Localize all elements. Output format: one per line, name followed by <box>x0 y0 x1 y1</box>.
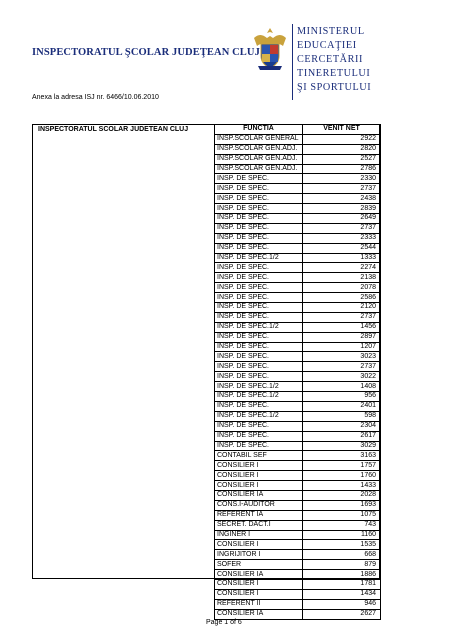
net-income-cell: 956 <box>303 392 381 402</box>
net-income-cell: 1434 <box>303 589 381 599</box>
net-income-cell: 1781 <box>303 579 381 589</box>
net-income-cell: 1757 <box>303 461 381 471</box>
table-row <box>215 560 381 570</box>
table-row <box>215 214 381 224</box>
function-cell: INSP. DE SPEC. <box>215 204 303 214</box>
column-header-function: FUNCTIA <box>215 125 303 135</box>
function-cell: INSP. DE SPEC. <box>215 421 303 431</box>
table-row <box>215 481 381 491</box>
net-income-cell: 1886 <box>303 570 381 580</box>
net-income-cell: 3029 <box>303 441 381 451</box>
function-cell: INSP.SCOLAR GEN.ADJ. <box>215 144 303 154</box>
function-cell: INSP. DE SPEC. <box>215 303 303 313</box>
net-income-cell: 2138 <box>303 273 381 283</box>
net-income-cell: 598 <box>303 411 381 421</box>
function-cell: INSP. DE SPEC. <box>215 174 303 184</box>
net-income-cell: 1535 <box>303 540 381 550</box>
function-cell: CONSILIER IA <box>215 570 303 580</box>
table-row <box>215 312 381 322</box>
net-income-cell: 2438 <box>303 194 381 204</box>
column-header-net-income: VENIT NET <box>303 125 381 135</box>
table-row <box>215 540 381 550</box>
net-income-cell: 3163 <box>303 451 381 461</box>
function-cell: CONTABIL SEF <box>215 451 303 461</box>
net-income-cell: 2820 <box>303 144 381 154</box>
function-cell: INSP. DE SPEC. <box>215 243 303 253</box>
net-income-cell: 2737 <box>303 362 381 372</box>
table-row <box>215 530 381 540</box>
function-cell: INSP. DE SPEC. <box>215 342 303 352</box>
table-row <box>215 382 381 392</box>
page-number: Page 1 of 6 <box>206 619 242 626</box>
table-header-row <box>215 125 381 135</box>
function-cell: CONSILIER IA <box>215 490 303 500</box>
net-income-cell: 879 <box>303 560 381 570</box>
function-cell: SOFER <box>215 560 303 570</box>
table-row <box>215 342 381 352</box>
table-row <box>215 579 381 589</box>
net-income-cell: 1408 <box>303 382 381 392</box>
net-income-cell: 2897 <box>303 332 381 342</box>
ministry-name-block <box>297 25 371 95</box>
function-cell: INSP.SCOLAR GEN.ADJ. <box>215 164 303 174</box>
table-row <box>215 609 381 619</box>
table-row <box>215 144 381 154</box>
table-row <box>215 471 381 481</box>
ministry-line-3: CERCETĂRII <box>297 54 363 65</box>
function-cell: INSP. DE SPEC.1/2 <box>215 322 303 332</box>
ministry-line-4: TINERETULUI <box>297 68 371 79</box>
romania-coat-of-arms-icon <box>250 24 290 72</box>
table-row <box>215 174 381 184</box>
net-income-cell: 1333 <box>303 253 381 263</box>
function-cell: INSP. DE SPEC. <box>215 431 303 441</box>
net-income-cell: 2617 <box>303 431 381 441</box>
net-income-cell: 2120 <box>303 303 381 313</box>
organization-name: INSPECTORATUL SCOLAR JUDETEAN CLUJ <box>38 126 189 133</box>
function-cell: CONSILIER I <box>215 461 303 471</box>
table-row <box>215 322 381 332</box>
table-row <box>215 411 381 421</box>
table-row <box>215 243 381 253</box>
table-row <box>215 293 381 303</box>
net-income-cell: 2839 <box>303 204 381 214</box>
ministry-line-5: ŞI SPORTULUI <box>297 82 372 93</box>
net-income-cell: 1160 <box>303 530 381 540</box>
net-income-cell: 1693 <box>303 500 381 510</box>
function-cell: INSP. DE SPEC. <box>215 372 303 382</box>
function-cell: INSP. DE SPEC. <box>215 214 303 224</box>
table-row <box>215 451 381 461</box>
table-row <box>215 352 381 362</box>
function-cell: INSP. DE SPEC. <box>215 263 303 273</box>
table-row <box>215 223 381 233</box>
table-row <box>215 461 381 471</box>
function-cell: INSP. DE SPEC.1/2 <box>215 411 303 421</box>
function-cell: INSP. DE SPEC. <box>215 293 303 303</box>
table-row <box>215 520 381 530</box>
net-income-cell: 1760 <box>303 471 381 481</box>
function-cell: INSP. DE SPEC. <box>215 233 303 243</box>
net-income-cell: 2586 <box>303 293 381 303</box>
table-row <box>215 283 381 293</box>
function-cell: INSP. DE SPEC. <box>215 194 303 204</box>
table-row <box>215 194 381 204</box>
net-income-cell: 2401 <box>303 401 381 411</box>
function-cell: CONSILIER I <box>215 540 303 550</box>
net-income-cell: 2527 <box>303 154 381 164</box>
function-cell: CONSILIER I <box>215 579 303 589</box>
table-row <box>215 421 381 431</box>
net-income-cell: 1207 <box>303 342 381 352</box>
function-cell: CONS.I-AUDITOR <box>215 500 303 510</box>
net-income-cell: 2078 <box>303 283 381 293</box>
ministry-line-2: EDUCAŢIEI <box>297 40 357 51</box>
function-cell: INSP. DE SPEC. <box>215 312 303 322</box>
table-row <box>215 500 381 510</box>
net-income-cell: 2333 <box>303 233 381 243</box>
annex-reference: Anexa la adresa ISJ nr. 6466/10.06.2010 <box>32 94 159 101</box>
net-income-cell: 2627 <box>303 609 381 619</box>
function-cell: INGRIJITOR I <box>215 550 303 560</box>
table-row <box>215 233 381 243</box>
function-cell: INSP. DE SPEC. <box>215 223 303 233</box>
net-income-cell: 2737 <box>303 223 381 233</box>
net-income-cell: 2649 <box>303 214 381 224</box>
table-row <box>215 392 381 402</box>
table-row <box>215 510 381 520</box>
net-income-cell: 2544 <box>303 243 381 253</box>
table-row <box>215 362 381 372</box>
ministry-divider <box>292 24 293 100</box>
table-row <box>215 273 381 283</box>
table-row <box>215 184 381 194</box>
function-cell: INSP. DE SPEC.1/2 <box>215 392 303 402</box>
table-row <box>215 599 381 609</box>
table-row <box>215 589 381 599</box>
function-cell: SECRET. DACT.I <box>215 520 303 530</box>
function-cell: INSP.SCOLAR GEN.ADJ. <box>215 154 303 164</box>
function-cell: INGINER I <box>215 530 303 540</box>
table-row <box>215 372 381 382</box>
function-cell: INSP. DE SPEC. <box>215 401 303 411</box>
net-income-cell: 946 <box>303 599 381 609</box>
institution-title: INSPECTORATUL ŞCOLAR JUDEŢEAN CLUJ <box>32 47 260 58</box>
net-income-cell: 1075 <box>303 510 381 520</box>
net-income-cell: 2786 <box>303 164 381 174</box>
function-cell: REFERENT IA <box>215 510 303 520</box>
table-row <box>215 332 381 342</box>
function-cell: REFERENT II <box>215 599 303 609</box>
net-income-cell: 2737 <box>303 312 381 322</box>
net-income-cell: 1433 <box>303 481 381 491</box>
function-cell: INSP. DE SPEC. <box>215 283 303 293</box>
function-cell: CONSILIER I <box>215 471 303 481</box>
table-row <box>215 263 381 273</box>
net-income-cell: 1456 <box>303 322 381 332</box>
net-income-cell: 2274 <box>303 263 381 273</box>
function-cell: CONSILIER I <box>215 481 303 491</box>
net-income-cell: 668 <box>303 550 381 560</box>
table-row <box>215 401 381 411</box>
table-row <box>215 204 381 214</box>
function-cell: INSP. DE SPEC. <box>215 273 303 283</box>
net-income-cell: 743 <box>303 520 381 530</box>
net-income-cell: 2922 <box>303 134 381 144</box>
table-row <box>215 154 381 164</box>
net-income-cell: 3023 <box>303 352 381 362</box>
table-row <box>215 441 381 451</box>
ministry-line-1: MINISTERUL <box>297 26 365 37</box>
table-row <box>215 431 381 441</box>
function-cell: INSP. DE SPEC. <box>215 352 303 362</box>
table-row <box>215 303 381 313</box>
table-row <box>215 164 381 174</box>
net-income-cell: 2304 <box>303 421 381 431</box>
net-income-cell: 2028 <box>303 490 381 500</box>
net-income-cell: 2737 <box>303 184 381 194</box>
function-cell: CONSILIER IA <box>215 609 303 619</box>
function-cell: INSP. DE SPEC. <box>215 441 303 451</box>
table-row <box>215 253 381 263</box>
function-cell: INSP. DE SPEC. <box>215 362 303 372</box>
function-cell: INSP. DE SPEC. <box>215 332 303 342</box>
table-row <box>215 490 381 500</box>
function-cell: CONSILIER I <box>215 589 303 599</box>
table-row <box>215 134 381 144</box>
function-cell: INSP. DE SPEC.1/2 <box>215 253 303 263</box>
function-cell: INSP.SCOLAR GENERAL <box>215 134 303 144</box>
net-income-cell: 2330 <box>303 174 381 184</box>
function-cell: INSP. DE SPEC. <box>215 184 303 194</box>
table-row <box>215 570 381 580</box>
salary-table <box>214 124 381 620</box>
net-income-cell: 3022 <box>303 372 381 382</box>
table-row <box>215 550 381 560</box>
function-cell: INSP. DE SPEC.1/2 <box>215 382 303 392</box>
